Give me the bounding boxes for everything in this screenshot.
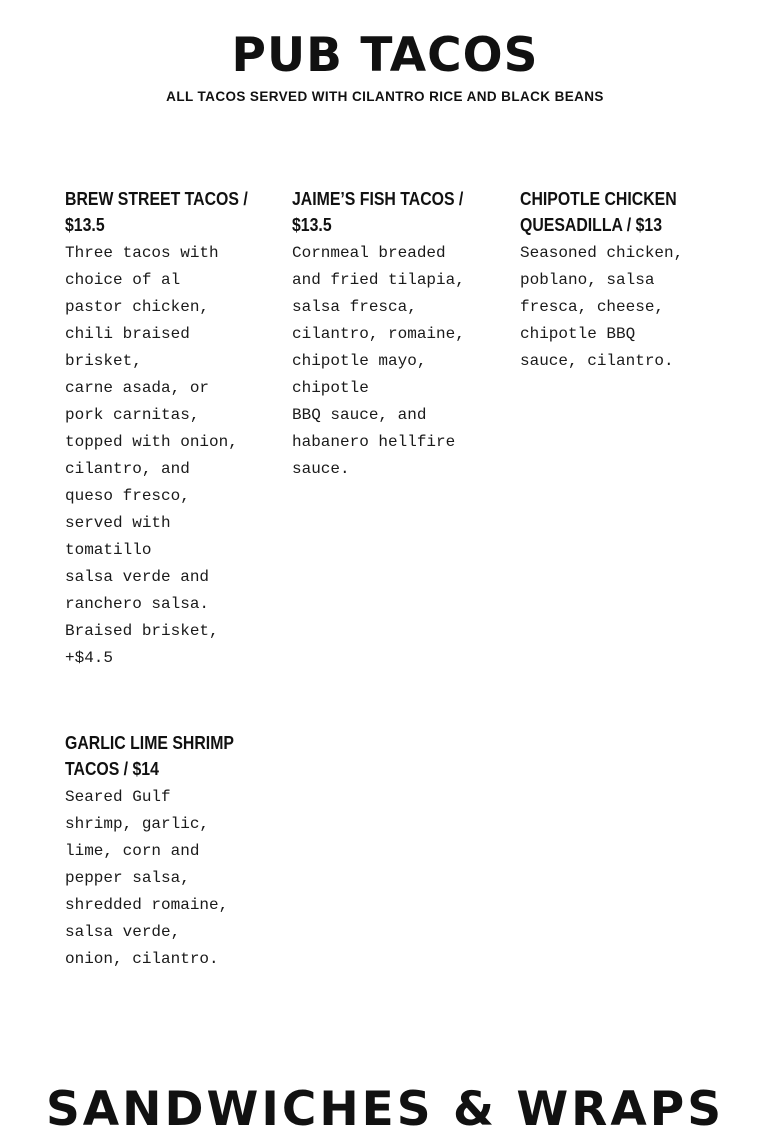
- next-section-title: SANDWICHES & WRAPS: [45, 1082, 725, 1137]
- menu-item-description: Cornmeal breaded and fried tilapia, salsa fresca, cilantro, romaine, chipotle mayo, chipotle BBQ sauce, and habanero hellfire sauce.: [292, 244, 465, 478]
- menu-item-name-line: BREW STREET TACOS /: [65, 189, 248, 209]
- menu-item-name: [65, 730, 263, 782]
- menu-item-chipotle-chicken-quesadilla: [520, 186, 720, 375]
- menu-item-name-line: TACOS / $14: [65, 759, 159, 779]
- menu-item-description: Three tacos with choice of al pastor chicken, chili braised brisket, carne asada, or pork carnitas, topped with onion, cilantro, and queso fresco, served with tomatillo salsa verde and ranchero salsa. Braised brisket, +$4.5: [65, 244, 238, 667]
- menu-item-jaimes-fish-tacos: [292, 186, 492, 483]
- menu-item-name-line: CHIPOTLE CHICKEN: [520, 189, 677, 209]
- menu-item-name-line: JAIME’S FISH TACOS /: [292, 189, 464, 209]
- menu-item-description: Seasoned chicken, poblano, salsa fresca, cheese, chipotle BBQ sauce, cilantro.: [520, 244, 684, 370]
- menu-item-name: [520, 186, 718, 238]
- menu-item-name: [292, 186, 490, 238]
- menu-item-name-line: $13.5: [292, 215, 332, 235]
- menu-item-brew-street-tacos: [65, 186, 265, 672]
- menu-item-name-line: GARLIC LIME SHRIMP: [65, 733, 234, 753]
- section-subtitle: ALL TACOS SERVED WITH CILANTRO RICE AND BLACK BEANS: [166, 89, 604, 104]
- menu-item-description: Seared Gulf shrimp, garlic, lime, corn and pepper salsa, shredded romaine, salsa verde, onion, cilantro.: [65, 788, 229, 968]
- section-title: PUB TACOS: [231, 28, 539, 83]
- menu-item-name: [65, 186, 263, 238]
- menu-item-name-line: $13.5: [65, 215, 105, 235]
- menu-item-name-line: QUESADILLA / $13: [520, 215, 663, 235]
- menu-item-garlic-lime-shrimp-tacos: [65, 730, 265, 973]
